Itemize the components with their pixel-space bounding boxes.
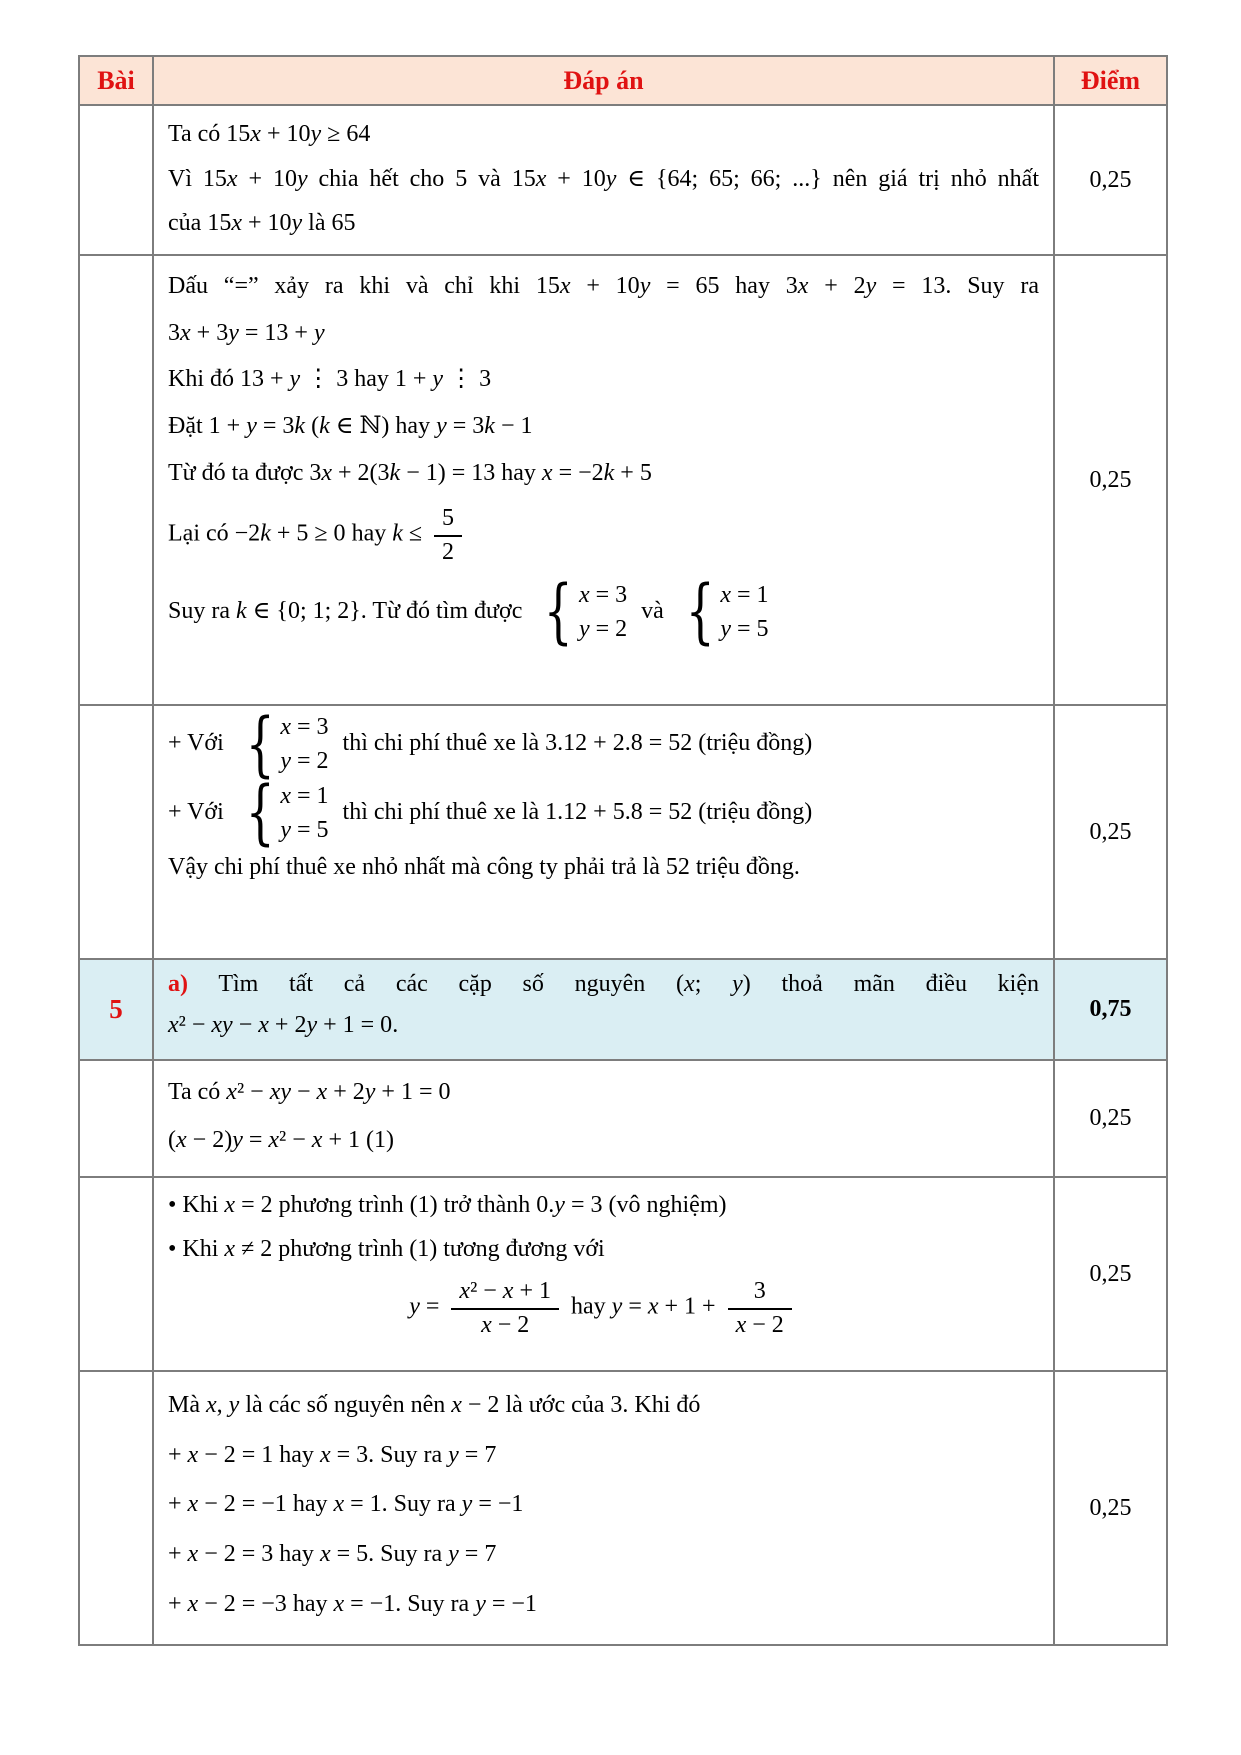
answer-line: Ta có 15x + 10y ≥ 64 bbox=[168, 121, 371, 147]
fraction-denominator: x − 2 bbox=[735, 1311, 784, 1338]
problem-statement-cell bbox=[153, 959, 1054, 1060]
points-cell: 0,25 bbox=[1054, 1177, 1167, 1371]
equation: y = 2 bbox=[578, 615, 628, 642]
equation-line bbox=[168, 1277, 1039, 1339]
fraction-numerator: 3 bbox=[728, 1277, 792, 1310]
left-brace-icon: { bbox=[544, 570, 574, 653]
answer-line: của 15x + 10y là 65 bbox=[168, 210, 356, 237]
answer-line bbox=[168, 570, 1039, 653]
solution-row-3 bbox=[79, 705, 1167, 959]
solution-row-5 bbox=[79, 1060, 1167, 1177]
points-cell: 0,25 bbox=[1054, 1371, 1167, 1645]
solution-row-1 bbox=[79, 105, 1167, 255]
points-cell: 0,25 bbox=[1054, 255, 1167, 705]
answer-line: • Khi x = 2 phương trình (1) trở thành 0.y = 3 (vô nghiệm) bbox=[168, 1192, 727, 1218]
header-cell-points: Điểm bbox=[1054, 56, 1167, 105]
exercise-number-cell bbox=[79, 1177, 153, 1371]
header-cell-answer: Đáp án bbox=[153, 56, 1054, 105]
answer-key-table bbox=[78, 55, 1168, 1646]
equation: x = 1 bbox=[720, 581, 769, 608]
left-brace-icon: { bbox=[685, 570, 715, 653]
line-text: y = x + 1 + bbox=[611, 1293, 716, 1320]
answer-line: + x − 2 = −1 hay x = 1. Suy ra y = −1 bbox=[168, 1491, 524, 1518]
equation: x = 3 bbox=[578, 581, 628, 608]
line-text: thì chi phí thuê xe là 3.12 + 2.8 = 52 (triệu đồng) bbox=[342, 729, 813, 756]
points-cell: 0,25 bbox=[1054, 705, 1167, 959]
fraction-denominator: x − 2 bbox=[481, 1311, 530, 1338]
points-cell: 0,75 bbox=[1054, 959, 1167, 1060]
answer-line: Đặt 1 + y = 3k (k ∈ ℕ) hay y = 3k − 1 bbox=[168, 413, 533, 440]
left-brace-icon: { bbox=[245, 771, 275, 854]
answer-cell bbox=[153, 702, 1054, 959]
exercise-number-cell bbox=[79, 705, 153, 959]
answer-line: + x − 2 = 3 hay x = 5. Suy ra y = 7 bbox=[168, 1541, 497, 1568]
fraction bbox=[451, 1277, 559, 1339]
exercise-number-cell bbox=[79, 1371, 153, 1645]
header-row bbox=[79, 56, 1167, 105]
answer-line: Từ đó ta được 3x + 2(3k − 1) = 13 hay x = −2k + 5 bbox=[168, 459, 652, 486]
answer-line: Dấu “=” xảy ra khi và chỉ khi 15x + 10y = 65 hay 3x + 2y = 13. Suy ra bbox=[168, 273, 1039, 299]
line-text: + Với bbox=[168, 729, 224, 756]
fraction-numerator: x² − x + 1 bbox=[451, 1277, 559, 1310]
line-text: hay bbox=[571, 1293, 606, 1320]
equation-system bbox=[678, 570, 769, 653]
line-text: + Với bbox=[168, 798, 224, 825]
part-label: a) bbox=[168, 971, 188, 997]
equation-system bbox=[536, 570, 628, 653]
equation: y = 5 bbox=[280, 817, 329, 844]
answer-cell bbox=[153, 1371, 1054, 1645]
fraction bbox=[728, 1277, 792, 1339]
solution-row-7 bbox=[79, 1371, 1167, 1645]
line-text: Lại có −2k + 5 ≥ 0 hay k ≤ bbox=[168, 520, 423, 547]
equation: x = 3 bbox=[280, 714, 329, 740]
exercise-number-cell bbox=[79, 255, 153, 705]
exercise-number-cell bbox=[79, 1060, 153, 1177]
equation: y = 5 bbox=[720, 615, 769, 642]
answer-line: Mà x, y là các số nguyên nên x − 2 là ước của 3. Khi đó bbox=[168, 1392, 701, 1418]
solution-row-2 bbox=[79, 255, 1167, 705]
problem-line: x² − xy − x + 2y + 1 = 0. bbox=[168, 1011, 399, 1038]
answer-cell bbox=[153, 105, 1054, 255]
answer-line: Vì 15x + 10y chia hết cho 5 và 15x + 10y ∈ {64; 65; 66; ...} nên giá trị nhỏ nhất bbox=[168, 165, 1039, 192]
answer-line bbox=[168, 504, 1039, 566]
answer-line: Vậy chi phí thuê xe nhỏ nhất mà công ty phải trả là 52 triệu đồng. bbox=[168, 853, 800, 880]
fraction-numerator: 5 bbox=[434, 504, 462, 537]
answer-line: Khi đó 13 + y ⋮ 3 hay 1 + y ⋮ 3 bbox=[168, 366, 492, 393]
line-text: và bbox=[641, 597, 664, 624]
answer-cell bbox=[153, 1060, 1054, 1177]
answer-line: 3x + 3y = 13 + y bbox=[168, 319, 325, 346]
answer-line bbox=[168, 771, 1039, 854]
answer-line: Ta có x² − xy − x + 2y + 1 = 0 bbox=[168, 1079, 451, 1105]
equation: y = 2 bbox=[280, 748, 329, 775]
left-brace-icon: { bbox=[245, 702, 275, 785]
answer-line: + x − 2 = 1 hay x = 3. Suy ra y = 7 bbox=[168, 1441, 497, 1468]
header-cell-exercise: Bài bbox=[79, 56, 153, 105]
fraction-denominator: 2 bbox=[442, 538, 455, 565]
line-text: Tìm tất cả các cặp số nguyên (x; y) thoả mãn điều kiện bbox=[218, 971, 1040, 997]
equation: x = 1 bbox=[280, 782, 329, 809]
points-cell: 0,25 bbox=[1054, 105, 1167, 255]
answer-line: + x − 2 = −3 hay x = −1. Suy ra y = −1 bbox=[168, 1590, 537, 1617]
points-cell: 0,25 bbox=[1054, 1060, 1167, 1177]
line-text: y = bbox=[409, 1293, 440, 1320]
fraction bbox=[434, 504, 462, 566]
problem-line bbox=[168, 969, 1039, 1001]
line-text: Suy ra k ∈ {0; 1; 2}. Từ đó tìm được bbox=[168, 597, 523, 624]
line-text: thì chi phí thuê xe là 1.12 + 5.8 = 52 (triệu đồng) bbox=[342, 798, 813, 825]
exercise-number-cell: 5 bbox=[79, 959, 153, 1060]
equation-system bbox=[238, 771, 329, 854]
answer-line: (x − 2)y = x² − x + 1 (1) bbox=[168, 1126, 394, 1153]
equation-system bbox=[238, 702, 329, 785]
answer-line: • Khi x ≠ 2 phương trình (1) tương đương với bbox=[168, 1235, 605, 1262]
exercise-number-cell bbox=[79, 105, 153, 255]
solution-row-6 bbox=[79, 1177, 1167, 1371]
answer-cell bbox=[153, 1177, 1054, 1371]
answer-line bbox=[168, 702, 1039, 785]
answer-cell bbox=[153, 255, 1054, 705]
problem-statement-row bbox=[79, 959, 1167, 1060]
